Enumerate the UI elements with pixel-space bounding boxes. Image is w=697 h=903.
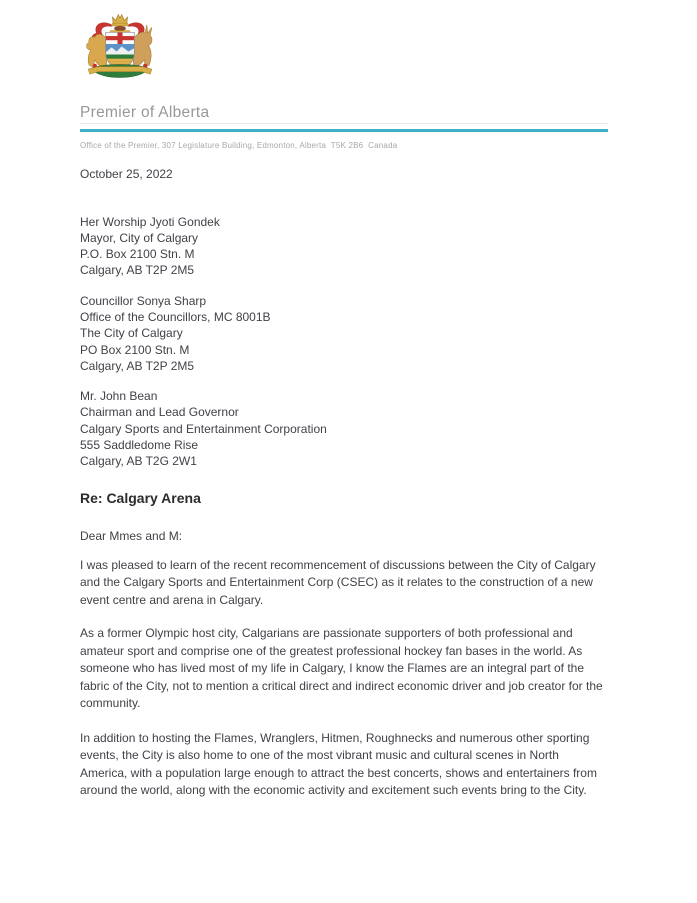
recipient-line: P.O. Box 2100 Stn. M — [80, 247, 195, 262]
recipient-line: PO Box 2100 Stn. M — [80, 342, 190, 357]
recipient-line: Calgary, AB T2P 2M5 — [80, 263, 195, 278]
recipient-line: Chairman and Lead Governor — [80, 405, 239, 420]
letter-date: October 25, 2022 — [80, 166, 173, 181]
letterhead-address: Office of the Premier, 307 Legislature Building, Edmonton, Alberta T5K 2B6 Canada — [80, 140, 398, 150]
salutation: Dear Mmes and M: — [80, 528, 183, 543]
recipient-line: Mr. John Bean — [80, 389, 158, 404]
body-paragraph: As a former Olympic host city, Calgarians are passionate supporters of both professional and amateur sport and comprise one of the greatest professional hockey fan bases in the world. As someone who has lived most of my life in Calgary, I know the Flames are an integral part of the fabric of the City, not to mention a critical direct and indirect economic driver and job creator for the community. — [80, 626, 603, 711]
recipient-line: Office of the Councillors, MC 8001B — [80, 309, 271, 324]
recipient-line: Calgary, AB T2P 2M5 — [80, 358, 195, 373]
recipient-line: Her Worship Jyoti Gondek — [80, 214, 220, 229]
recipient-block-sharp — [80, 293, 608, 374]
recipient-block-gondek — [80, 214, 608, 279]
subject-line: Re: Calgary Arena — [80, 489, 201, 506]
letterhead-light-rule — [80, 123, 608, 124]
body-paragraph: I was pleased to learn of the recent recommencement of discussions between the City of Calgary and the Calgary Sports and Entertainment Corp (CSEC) as it relates to the construction of a new event centre and arena in Calgary. — [80, 557, 596, 607]
recipient-block-bean — [80, 388, 608, 469]
alberta-coat-of-arms-icon — [78, 0, 162, 101]
recipient-line: The City of Calgary — [80, 326, 183, 341]
recipient-line: Calgary, AB T2G 2W1 — [80, 454, 197, 469]
letter-body — [80, 166, 608, 800]
letterhead-title: Premier of Alberta — [80, 104, 210, 121]
recipient-line: 555 Saddledome Rise — [80, 438, 199, 453]
letter-content-column — [80, 0, 608, 800]
recipient-line: Calgary Sports and Entertainment Corporation — [80, 421, 327, 436]
body-paragraph: In addition to hosting the Flames, Wranglers, Hitmen, Roughnecks and numerous other sporting events, the City is also home to one of the most vibrant music and cultural scenes in North America, with a population large enough to attract the best concerts, shows and entertainers from around the world, along with the economic activity and excitement such events bring to the City. — [80, 730, 597, 798]
recipient-line: Mayor, City of Calgary — [80, 230, 199, 245]
recipient-line: Councillor Sonya Sharp — [80, 293, 207, 308]
letterhead-accent-rule — [80, 129, 608, 132]
letterhead — [80, 0, 608, 150]
